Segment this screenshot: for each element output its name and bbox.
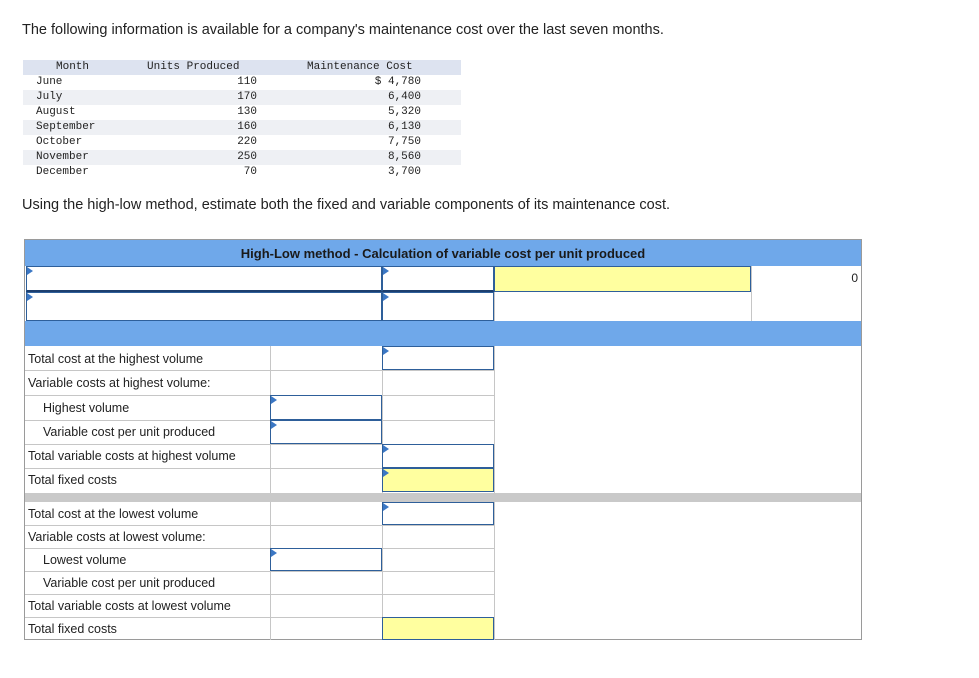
divider — [494, 292, 495, 321]
row-cost: 8,560 — [387, 151, 421, 163]
row-units: 170 — [237, 91, 257, 103]
row-units: 70 — [243, 166, 257, 178]
row-cost: 5,320 — [387, 106, 421, 118]
low-vc-per-unit-label: Variable cost per unit produced — [43, 576, 216, 590]
table-row — [23, 135, 461, 150]
header-units: Units Produced — [147, 61, 240, 73]
high-total-fixed-label: Total fixed costs — [28, 473, 117, 487]
worksheet-title: High-Low method - Calculation of variable cost per unit produced — [25, 240, 861, 266]
formula-label-input-2[interactable] — [26, 292, 382, 321]
variable-cost-per-unit-result[interactable] — [494, 266, 751, 292]
table-row — [23, 120, 461, 135]
input-marker-icon — [271, 549, 277, 557]
input-marker-icon — [271, 396, 277, 404]
row-cost: 3,700 — [387, 166, 421, 178]
input-marker-icon — [27, 293, 33, 301]
input-marker-icon — [383, 347, 389, 355]
low-variable-costs-label: Variable costs at lowest volume: — [28, 530, 206, 544]
row-month: September — [36, 121, 96, 133]
row-month: October — [36, 136, 83, 148]
input-marker-icon — [383, 469, 389, 477]
row-units: 220 — [237, 136, 257, 148]
input-marker-icon — [383, 293, 389, 301]
low-total-variable-label: Total variable costs at lowest volume — [28, 599, 231, 613]
lowest-volume-label: Lowest volume — [43, 553, 127, 567]
high-vc-per-unit-label: Variable cost per unit produced — [43, 425, 216, 439]
input-marker-icon — [383, 503, 389, 511]
high-low-worksheet — [24, 239, 862, 640]
result-value: 0 — [851, 271, 858, 285]
high-variable-costs-label: Variable costs at highest volume: — [28, 376, 211, 390]
row-month: November — [36, 151, 89, 163]
low-total-cost-label: Total cost at the lowest volume — [28, 507, 199, 521]
high-total-cost-input[interactable] — [382, 346, 494, 370]
instruction-text: Using the high-low method, estimate both the fixed and variable components of its maintenance cost. — [22, 197, 671, 213]
row-cost: $ 4,780 — [374, 76, 421, 88]
row-units: 160 — [237, 121, 257, 133]
data-table-header — [23, 60, 461, 75]
header-cost: Maintenance Cost — [307, 61, 413, 73]
row-units: 250 — [237, 151, 257, 163]
maintenance-data-table — [23, 60, 461, 180]
highest-volume-input[interactable] — [270, 395, 382, 420]
high-total-variable-label: Total variable costs at highest volume — [28, 449, 236, 463]
high-total-variable-input[interactable] — [382, 444, 494, 468]
formula-value-input-2[interactable] — [382, 292, 494, 321]
table-row — [23, 150, 461, 165]
section-band — [25, 321, 861, 346]
input-marker-icon — [271, 421, 277, 429]
formula-label-input-1[interactable] — [26, 266, 382, 292]
row-units: 110 — [237, 76, 257, 88]
table-row — [23, 105, 461, 120]
row-cost: 6,400 — [387, 91, 421, 103]
row-cost: 6,130 — [387, 121, 421, 133]
low-total-cost-input[interactable] — [382, 502, 494, 525]
high-total-fixed-input[interactable] — [382, 468, 494, 492]
high-total-cost-label: Total cost at the highest volume — [28, 352, 204, 366]
divider — [751, 292, 752, 321]
table-row — [23, 90, 461, 105]
row-month: July — [36, 91, 63, 103]
divider — [494, 346, 495, 493]
result-value-cell — [751, 266, 861, 292]
lowest-volume-input[interactable] — [270, 548, 382, 571]
table-row — [23, 75, 461, 90]
section-separator — [25, 493, 861, 502]
row-cost: 7,750 — [387, 136, 421, 148]
low-total-fixed-label: Total fixed costs — [28, 622, 117, 636]
row-month: December — [36, 166, 89, 178]
row-month: August — [36, 106, 76, 118]
highest-volume-label: Highest volume — [43, 401, 130, 415]
row-units: 130 — [237, 106, 257, 118]
table-row — [23, 165, 461, 180]
divider — [494, 502, 495, 640]
input-marker-icon — [383, 445, 389, 453]
formula-value-input-1[interactable] — [382, 266, 494, 292]
low-total-fixed-input[interactable] — [382, 617, 494, 640]
high-vc-per-unit-input[interactable] — [270, 420, 382, 444]
input-marker-icon — [27, 267, 33, 275]
input-marker-icon — [383, 267, 389, 275]
header-month: Month — [56, 61, 90, 73]
row-month: June — [36, 76, 63, 88]
intro-text: The following information is available for a company's maintenance cost over the last seven months. — [22, 22, 664, 38]
